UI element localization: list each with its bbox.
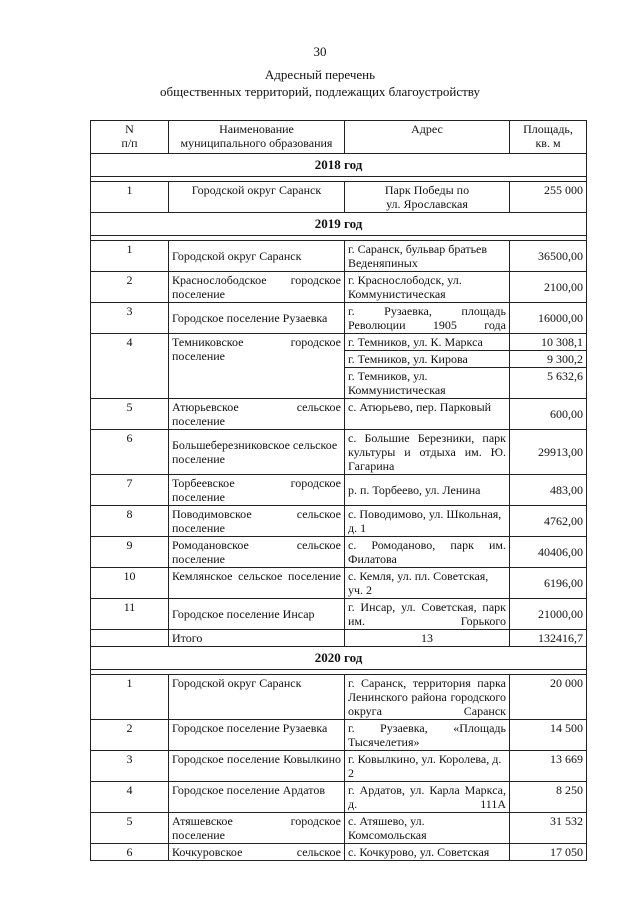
table-row	[91, 568, 587, 599]
table-cell: г. Рузаевка, площадь Революции 1905 года	[345, 303, 510, 334]
table-cell: 3	[91, 751, 169, 782]
table-cell: Ромодановское сельское поселение	[169, 537, 345, 568]
table-row	[91, 241, 587, 272]
table-cell: р. п. Торбеево, ул. Ленина	[345, 475, 510, 506]
table-cell: 255 000	[510, 182, 587, 213]
table-cell: 21000,00	[510, 599, 587, 630]
table-cell: г. Инсар, ул. Советская, парк им. Горького	[345, 599, 510, 630]
table-cell: Торбеевское городское поселение	[169, 475, 345, 506]
table-cell: 1	[91, 675, 169, 720]
table-cell: 29913,00	[510, 430, 587, 475]
table-cell: Городской округ Саранск	[169, 675, 345, 720]
table-cell: 13 669	[510, 751, 587, 782]
table-row	[91, 813, 587, 844]
table-cell: с. Атяшево, ул. Комсомольская	[345, 813, 510, 844]
table-row	[91, 272, 587, 303]
table-cell: Городское поселение Инсар	[169, 599, 345, 630]
table-cell: 1	[91, 182, 169, 213]
table-cell: 6196,00	[510, 568, 587, 599]
table-cell: Кочкуровское сельское	[169, 844, 345, 861]
table-header	[91, 121, 587, 154]
table-cell: с. Кемля, ул. пл. Советская, уч. 2	[345, 568, 510, 599]
address-table	[90, 120, 587, 861]
table-cell: Темниковское городское поселение	[169, 334, 345, 399]
table-cell: г. Темников, ул. Коммунистическая	[345, 368, 510, 399]
table-cell: 5	[91, 399, 169, 430]
table-cell: 2019 год	[91, 213, 587, 236]
table-cell: г. Рузаевка, «Площадь Тысячелетия»	[345, 720, 510, 751]
table-cell: с. Атюрьево, пер. Парковый	[345, 399, 510, 430]
table-cell: 14 500	[510, 720, 587, 751]
table-row	[91, 303, 587, 334]
table-cell: 36500,00	[510, 241, 587, 272]
table-row	[91, 599, 587, 630]
table-row	[91, 334, 587, 351]
table-cell: г. Краснослободск, ул. Коммунистическая	[345, 272, 510, 303]
table-cell: Городское поселение Ардатов	[169, 782, 345, 813]
table-cell	[91, 630, 169, 647]
table-row	[91, 751, 587, 782]
table-cell: 4762,00	[510, 506, 587, 537]
table-cell: г. Саранск, бульвар братьев Веденяпиных	[345, 241, 510, 272]
table-cell: г. Темников, ул. К. Маркса	[345, 334, 510, 351]
table-cell: с. Кочкурово, ул. Советская	[345, 844, 510, 861]
total-row	[91, 630, 587, 647]
table-cell: Итого	[169, 630, 345, 647]
section-2018	[91, 154, 587, 177]
header-municipality: Наименование муниципального образования	[169, 121, 345, 154]
title-line-2: общественных территорий, подлежащих благоустройству	[160, 84, 480, 99]
table-cell: Городское поселение Ковылкино	[169, 751, 345, 782]
table-cell: 2	[91, 720, 169, 751]
table-cell: 17 050	[510, 844, 587, 861]
table-cell: Городской округ Саранск	[169, 241, 345, 272]
table-cell: 6	[91, 844, 169, 861]
table-cell: Кемлянское сельское поселение	[169, 568, 345, 599]
table-cell: г. Ковылкино, ул. Королева, д. 2	[345, 751, 510, 782]
table-cell: 9	[91, 537, 169, 568]
table-cell: 10	[91, 568, 169, 599]
table-cell: Краснослободское городское поселение	[169, 272, 345, 303]
table-row	[91, 844, 587, 861]
table-cell: 31 532	[510, 813, 587, 844]
table-cell: Городское поселение Рузаевка	[169, 303, 345, 334]
table-cell: 600,00	[510, 399, 587, 430]
title-line-1: Адресный перечень	[264, 67, 376, 82]
table-cell: г. Саранск, территория парка Ленинского района городского округа Саранск	[345, 675, 510, 720]
table-cell: 7	[91, 475, 169, 506]
table-cell: с. Ромоданово, парк им. Филатова	[345, 537, 510, 568]
table-row	[91, 782, 587, 813]
table-cell: 8 250	[510, 782, 587, 813]
table-cell: 483,00	[510, 475, 587, 506]
table-cell: с. Поводимово, ул. Школьная, д. 1	[345, 506, 510, 537]
table-cell: 16000,00	[510, 303, 587, 334]
table-row	[91, 720, 587, 751]
table-cell: 11	[91, 599, 169, 630]
table-row	[91, 399, 587, 430]
table-cell: Городское поселение Рузаевка	[169, 720, 345, 751]
table-cell: Атяшевское городское поселение	[169, 813, 345, 844]
table-cell: г. Ардатов, ул. Карла Маркса, д. 111А	[345, 782, 510, 813]
header-area: Площадь, кв. м	[510, 121, 587, 154]
table-cell: г. Темников, ул. Кирова	[345, 351, 510, 368]
table-cell: Поводимовское сельское поселение	[169, 506, 345, 537]
table-row	[91, 475, 587, 506]
table-cell: Городской округ Саранск	[169, 182, 345, 213]
page-number: 30	[313, 44, 327, 59]
table-cell: 2	[91, 272, 169, 303]
table-cell: 5 632,6	[510, 368, 587, 399]
table-cell: Парк Победы по ул. Ярославская	[345, 182, 510, 213]
table-cell: 6	[91, 430, 169, 475]
table-cell: 2100,00	[510, 272, 587, 303]
table-row	[91, 182, 587, 213]
table-cell: Атюрьевское сельское поселение	[169, 399, 345, 430]
header-number: N п/п	[91, 121, 169, 154]
table-cell: 4	[91, 782, 169, 813]
table-cell: 40406,00	[510, 537, 587, 568]
table-cell: 2018 год	[91, 154, 587, 177]
table-cell: 5	[91, 813, 169, 844]
table-row	[91, 430, 587, 475]
table-cell: 8	[91, 506, 169, 537]
table-cell: 4	[91, 334, 169, 399]
section-2020	[91, 647, 587, 670]
table-cell: 3	[91, 303, 169, 334]
document-title	[0, 66, 640, 100]
table-row	[91, 675, 587, 720]
table-row	[91, 506, 587, 537]
table-cell: 9 300,2	[510, 351, 587, 368]
table-cell: 10 308,1	[510, 334, 587, 351]
header-address: Адрес	[345, 121, 510, 154]
table-row	[91, 537, 587, 568]
table-cell: 132416,7	[510, 630, 587, 647]
table-cell: 2020 год	[91, 647, 587, 670]
table-cell: 13	[345, 630, 510, 647]
table-cell: 20 000	[510, 675, 587, 720]
section-2019	[91, 213, 587, 236]
table-cell: 1	[91, 241, 169, 272]
table-cell: с. Большие Березники, парк культуры и отдыха им. Ю. Гагарина	[345, 430, 510, 475]
table-cell: Большеберезниковское сельское поселение	[169, 430, 345, 475]
